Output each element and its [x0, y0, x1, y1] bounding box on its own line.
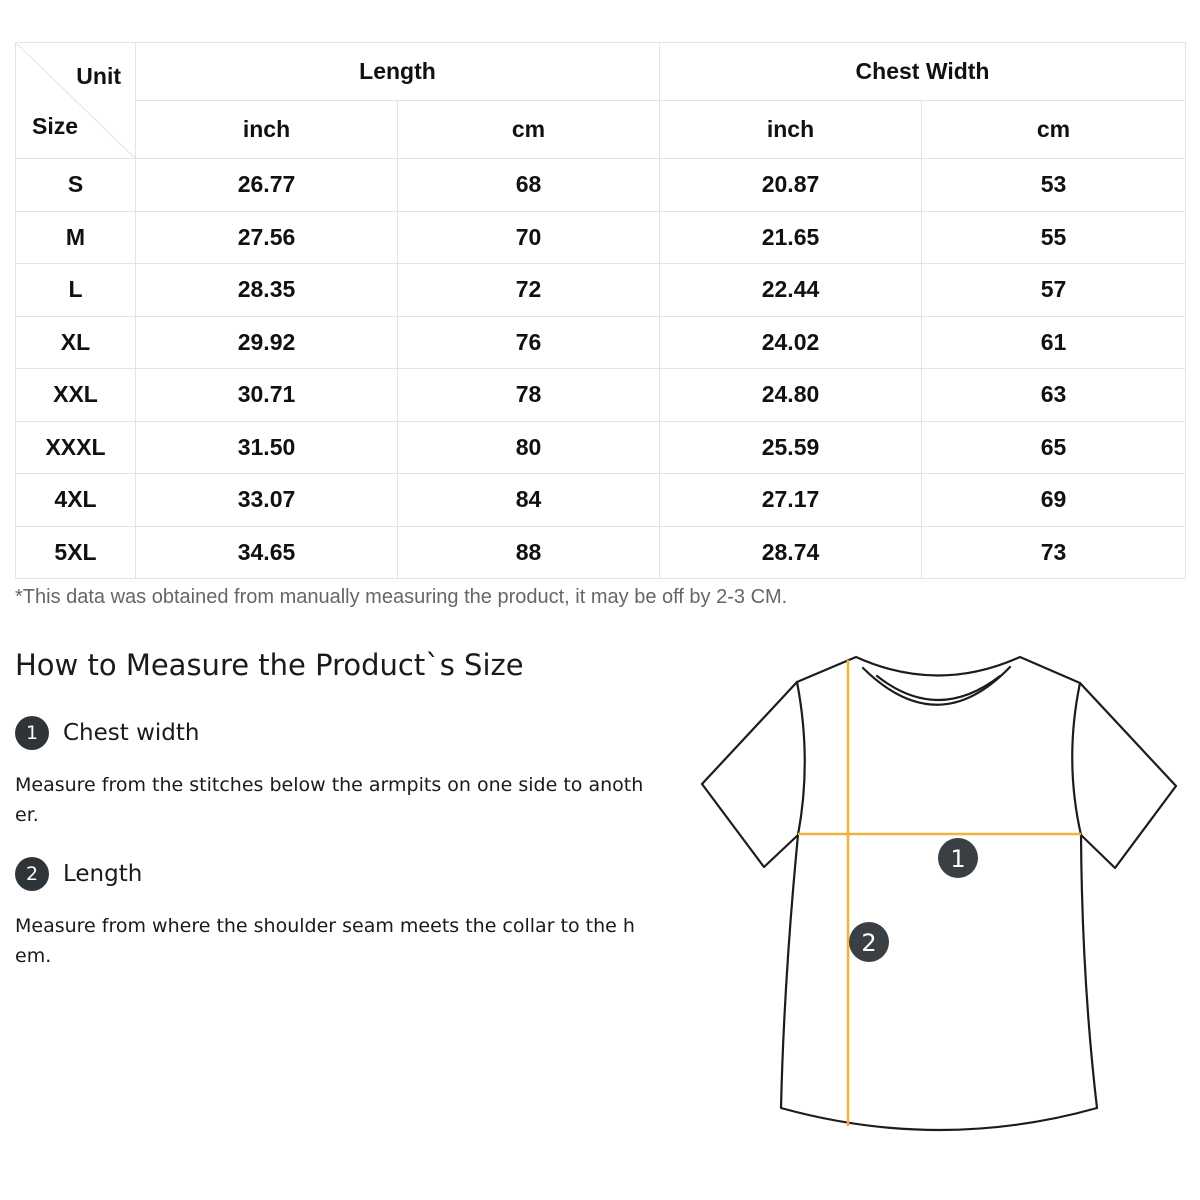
size-cell: 5XL [16, 526, 136, 579]
table-row [16, 421, 1186, 474]
length-cm-cell: 78 [398, 369, 660, 422]
length-inch-cell: 33.07 [136, 474, 398, 527]
tshirt-outline-icon [690, 645, 1190, 1145]
length-cm-cell: 68 [398, 159, 660, 212]
chest-cm-cell: 53 [922, 159, 1186, 212]
step-name: Length [63, 861, 143, 887]
chest-cm-cell: 57 [922, 264, 1186, 317]
size-cell: XL [16, 316, 136, 369]
step-chest-width-heading [15, 716, 200, 750]
chest-inch-cell: 28.74 [660, 526, 922, 579]
length-inch-cell: 27.56 [136, 211, 398, 264]
table-row [16, 474, 1186, 527]
chest-marker-badge [938, 838, 978, 878]
size-cell: XXXL [16, 421, 136, 474]
chest-inch-cell: 24.80 [660, 369, 922, 422]
table-row [16, 369, 1186, 422]
corner-header-cell [16, 43, 136, 159]
table-row [16, 316, 1186, 369]
length-cm-cell: 72 [398, 264, 660, 317]
step-length-description: Measure from where the shoulder seam meets the collar to the hem. [15, 915, 635, 967]
size-cell: 4XL [16, 474, 136, 527]
chest-inch-cell: 25.59 [660, 421, 922, 474]
chest-width-group-header: Chest Width [660, 43, 1186, 101]
length-inch-cell: 31.50 [136, 421, 398, 474]
step-number-badge: 2 [15, 857, 49, 891]
chest-cm-header: cm [922, 101, 1186, 159]
size-cell: M [16, 211, 136, 264]
length-inch-header: inch [136, 101, 398, 159]
tshirt-right-sleeve-seam [1072, 683, 1081, 835]
chest-inch-cell: 24.02 [660, 316, 922, 369]
step-chest-width-description: Measure from the stitches below the armpits on one side to another. [15, 774, 644, 826]
chest-inch-cell: 27.17 [660, 474, 922, 527]
tshirt-left-sleeve-seam [797, 682, 805, 835]
length-marker-badge [849, 922, 889, 962]
measure-guide-title: How to Measure the Product`s Size [15, 648, 524, 682]
length-inch-cell: 28.35 [136, 264, 398, 317]
length-inch-cell: 34.65 [136, 526, 398, 579]
table-row [16, 264, 1186, 317]
length-cm-cell: 84 [398, 474, 660, 527]
chest-inch-cell: 21.65 [660, 211, 922, 264]
length-cm-cell: 76 [398, 316, 660, 369]
length-cm-cell: 80 [398, 421, 660, 474]
length-cm-header: cm [398, 101, 660, 159]
length-marker-label: 2 [861, 929, 877, 957]
table-row [16, 526, 1186, 579]
chest-inch-cell: 22.44 [660, 264, 922, 317]
length-inch-cell: 26.77 [136, 159, 398, 212]
length-cm-cell: 88 [398, 526, 660, 579]
length-inch-cell: 29.92 [136, 316, 398, 369]
size-cell: L [16, 264, 136, 317]
step-length-heading [15, 857, 142, 891]
chest-marker-label: 1 [950, 845, 966, 873]
chest-cm-cell: 69 [922, 474, 1186, 527]
tshirt-collar-stitch [877, 676, 1000, 700]
length-inch-cell: 30.71 [136, 369, 398, 422]
size-cell: XXL [16, 369, 136, 422]
corner-size-label: Size [32, 113, 79, 139]
chest-inch-header: inch [660, 101, 922, 159]
chest-cm-cell: 61 [922, 316, 1186, 369]
length-cm-cell: 70 [398, 211, 660, 264]
chest-cm-cell: 55 [922, 211, 1186, 264]
chest-cm-cell: 73 [922, 526, 1186, 579]
size-cell: S [16, 159, 136, 212]
tshirt-body-outline [702, 657, 1176, 1130]
step-number-badge: 1 [15, 716, 49, 750]
step-name: Chest width [63, 720, 200, 746]
length-group-header: Length [136, 43, 660, 101]
corner-unit-label: Unit [76, 63, 121, 89]
table-row [16, 211, 1186, 264]
measurement-disclaimer: *This data was obtained from manually measuring the product, it may be off by 2-3 CM. [15, 586, 788, 608]
chest-cm-cell: 65 [922, 421, 1186, 474]
table-row [16, 159, 1186, 212]
size-chart-table [15, 42, 1186, 579]
chest-cm-cell: 63 [922, 369, 1186, 422]
chest-inch-cell: 20.87 [660, 159, 922, 212]
